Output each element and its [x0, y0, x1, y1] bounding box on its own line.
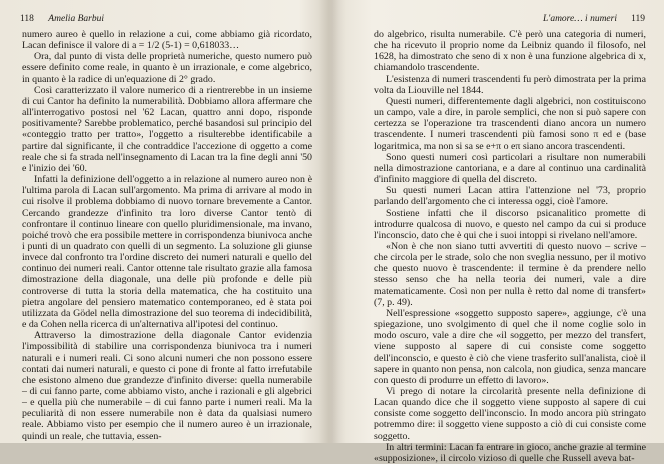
left-page-header — [20, 14, 104, 25]
right-page — [332, 0, 664, 464]
right-page-body — [374, 29, 646, 464]
left-page-body — [22, 29, 312, 442]
paragraph: In altri termini: Lacan fa entrare in gioco, anche grazie al termine «supposizione», il circolo vizioso di quelle che Russell aveva bat- — [374, 441, 646, 464]
page-number: 118 — [20, 14, 34, 24]
paragraph: Ora, dal punto di vista delle proprietà numeriche, questo numero può essere definito come reale, in quanto è un irrazionale, e come algebrico, in quanto è la radice di un'equazione di 2° grado. — [22, 51, 312, 85]
paragraph: L'esistenza di numeri trascendenti fu però dimostrata per la prima volta da Liouville nel 1844. — [374, 73, 646, 96]
running-head: L'amore… i numeri — [543, 14, 617, 24]
page-number: 119 — [631, 14, 645, 24]
paragraph: Così caratterizzato il valore numerico di a rientrerebbe in un insieme di cui Cantor ha definito la numerabilità. Dobbiamo allora affermare che all'interrogativo postosi nel '62 Lacan, quattro anni dopo, risponde positivamente? Sarebbe problematico, perché basandosi sul principio del «conteggio tratto per tratto», l'oggetto a risulterebbe identificabile a partire dal significante, il che contraddice l'accezione di oggetto a come reale che si fa strada nell'insegnamento di Lacan tra la fine degli anni '50 e l'inizio dei '60. — [22, 84, 312, 174]
paragraph: Su questi numeri Lacan attira l'attenzione nel '73, proprio parlando dell'argomento che ci interessa oggi, cioè l'amore. — [374, 185, 646, 208]
paragraph: numero aureo è quello in relazione a cui, come abbiamo già ricordato, Lacan definisce il valore di a = 1/2 (5-1) = 0,618033… — [22, 29, 312, 52]
paragraph: «Non è che non siano tutti avvertiti di questo nuovo – scrive – che circola per le strade, solo che non sveglia nessuno, per il motivo che questo nuovo è trascendente: il termine è da prendere nello stesso senso che ha nella teoria dei numeri, vale a dire matematicamente. Così non per nulla è retto dal nome di transfert» (7, p. 49). — [374, 240, 646, 308]
paragraph: Sono questi numeri così particolari a risultare non numerabili nella dimostrazione cantoriana, e a dare al continuo una cardinalità d'infinito maggiore di quella del discreto. — [374, 151, 646, 186]
paragraph: Infatti la definizione dell'oggetto a in relazione al numero aureo non è l'ultima parola di Lacan sull'argomento. Ma prima di arrivare al modo in cui risolve il problema dobbiamo di nuovo tornare brevemente a Cantor. Cercando grandezze d'infinito tra loro diverse Cantor tentò di confrontare il continuo lineare con quello pluridimensionale, ma invano, poiché trovò che era possibile mettere in corrispondenza biunivoca anche i punti di un quadrato con quelli di un segmento. La soluzione gli giunse invece dal confronto tra l'ordine discreto dei numeri naturali e quello del continuo dei numeri reali. Cantor ottenne tale risultato grazie alla famosa dimostrazione della diagonale, una delle più profonde e delle più controverse di tutta la storia della matematica, che ha costituito una pietra angolare del pensiero matematico contemporaneo, ed è stata poi utilizzata da Gödel nella dimostrazione del suo teorema di indecidibilità, e da Cohen nella ricerca di un'alternativa all'ipotesi del continuo. — [22, 174, 312, 331]
paragraph: Questi numeri, differentemente dagli algebrici, non costituiscono un campo, vale a dire, in parole semplici, che non si può sapere con certezza se l'operazione tra trascendenti diano ancora un numero trascendente. I numeri trascendenti più famosi sono π ed e (base logaritmica, ma non si sa se e+π o eπ siano ancora trascendenti. — [374, 95, 646, 152]
paragraph: do algebrico, risulta numerabile. C'è però una categoria di numeri, che ha ricevuto il proprio nome da Leibniz quando il filosofo, nel 1628, ha dimostrato che seno di x non è una funzione algebrica di x, chiamandolo trascendente. — [374, 29, 646, 74]
running-head: Amelia Barbui — [48, 14, 104, 24]
paragraph: Nell'espressione «soggetto supposto sapere», aggiunge, c'è una spiegazione, uno svolgimento di quel che il nome coglie solo in modo oscuro, vale a dire che «il soggetto, per mezzo del transfert, viene supposto al sapere di cui consiste come soggetto dell'inconscio, e questo è ciò che viene trasferito sull'analista, cioè il sapere in quanto non pensa, non calcola, non giudica, senza mancare con questo di produrre un effetto di lavoro». — [374, 307, 646, 386]
paragraph: Sostiene infatti che il discorso psicanalitico promette di introdurre qualcosa di nuovo, e questo nel campo da cui si produce l'inconscio, dato che è qui che i suoi intoppi si rivelano nell'amore. — [374, 207, 646, 241]
left-page — [0, 0, 332, 443]
paragraph: Attraverso la dimostrazione della diagonale Cantor evidenzia l'impossibilità di stabilire una corrispondenza biunivoca tra i numeri naturali e i numeri reali. Ci sono alcuni numeri che non possono essere contati dai numeri naturali, e questo ci pone di fronte al fatto irrefutabile che esistono almeno due grandezze d'infinito diverse: quella numerabile – di cui fanno parte, come abbiamo visto, anche i razionali e gli algebrici – e quella più che numerabile – di cui fanno parte i numeri reali. Ma la peculiarità di non essere numerabile non è data da qualsiasi numero reale. Abbiamo visto per esempio che il numero aureo è un irrazionale, quindi un reale, che tuttavia, essen- — [22, 330, 312, 442]
paragraph: Vi prego di notare la circolarità presente nella definizione di Lacan quando dice che il soggetto viene supposto al sapere di cui consiste come soggetto dell'inconscio. In modo ancora più stringato potremmo dire: il soggetto viene supposto a ciò di cui consiste come soggetto. — [374, 386, 646, 442]
